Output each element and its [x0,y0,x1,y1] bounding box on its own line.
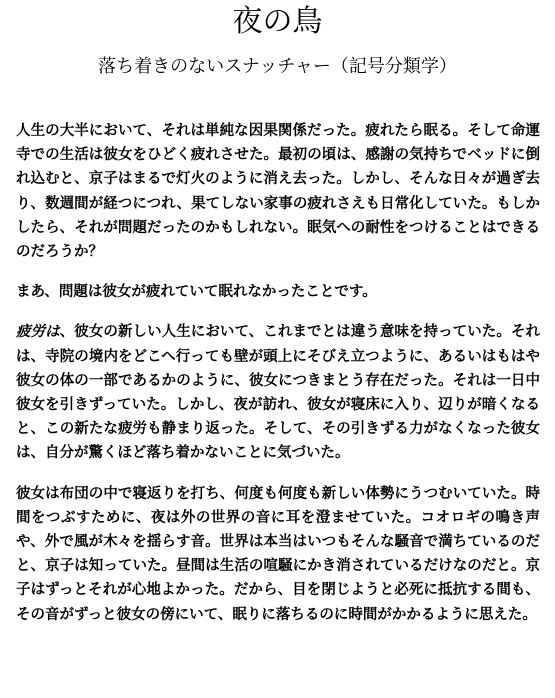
page-subtitle: 落ち着きのないスナッチャー（記号分類学） [98,56,457,77]
paragraph-3 [16,320,540,465]
paragraph-3-text: 、彼女の新しい人生において、これまでとは違う意味を持っていた。それは、寺院の境内をどこへ行っても壁が頭上にそびえ立つように、あるいはもはや彼女の体の一部であるかのように、彼女につきまとう存在だった。それは一日中彼女を引きずっていた。しかし、夜が訪れ、彼女が寝床に入り、辺りが暗くなると、この新たな疲労も静まり返った。そして、その引きずる力がなくなった彼女は、自分が驚くほど落ち着かないことに気づいた。 [16,324,540,462]
paragraph-1: 人生の大半において、それは単純な因果関係だった。疲れたら眠る。そして命運寺での生活は彼女をひどく疲れさせた。最初の頃は、感謝の気持ちでベッドに倒れ込むと、京子はまるで灯火のように消え去った。しかし、そんな日々が過ぎ去り、数週間が経つにつれ、果てしない家事の疲れさえも日常化していた。もしかしたら、それが問題だったのかもしれない。眠気への耐性をつけることはできるのだろうか？ [16,123,540,261]
paragraph-2: まあ、問題は彼女が疲れていて眠れなかったことです。 [16,284,377,301]
paragraph-4: 彼女は布団の中で寝返りを打ち、何度も何度も新しい体勢にうつむいていた。時間をつぶすために、夜は外の世界の音に耳を澄ませていた。コオロギの鳴き声や、外で風が木々を揺らす音。世界は本当はいつもそんな騒音で満ちているのだと、京子は知っていた。昼間は生活の喧騒にかき消されているだけなのだと。京子はずっとそれが心地よかった。だから、目を閉じようと必死に抵抗する間も、その音がずっと彼女の傍にいて、眠りに落ちるのに時間がかかるように思えた。 [16,485,540,623]
body-text [16,119,540,643]
emphasized-word: 疲労は [16,324,60,341]
page-title: 夜の鳥 [232,4,323,39]
